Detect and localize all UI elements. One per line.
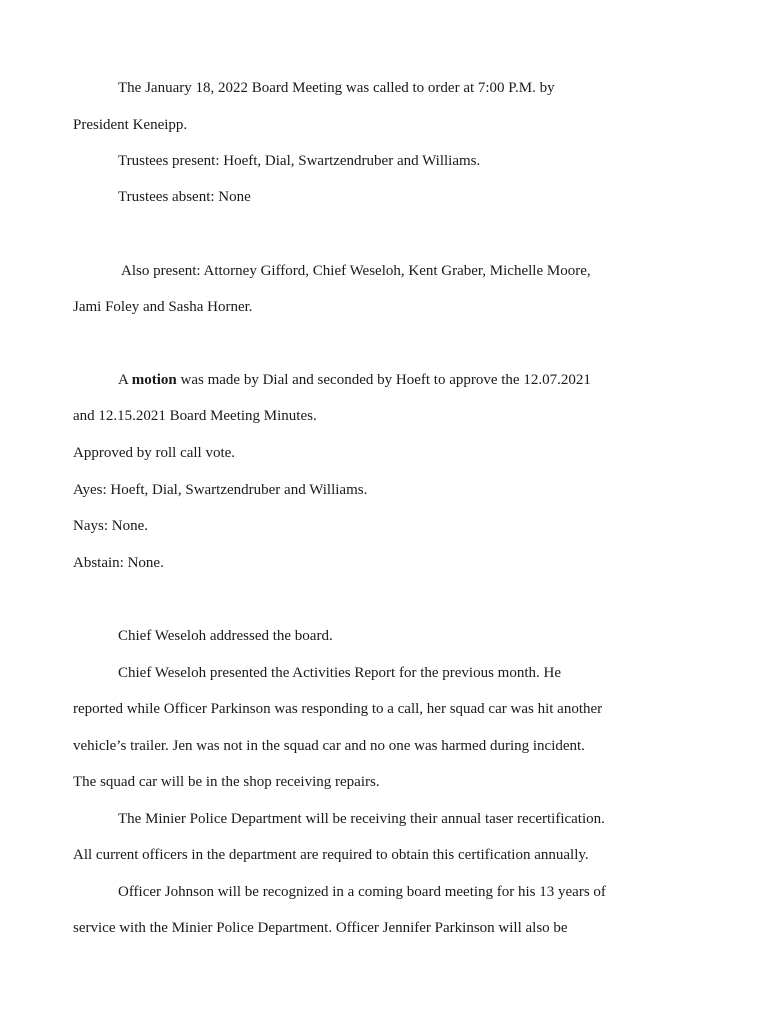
call-to-order-line-1: The January 18, 2022 Board Meeting was called to order at 7:00 P.M. by (118, 80, 555, 96)
call-to-order-line-2: President Keneipp. (73, 117, 188, 133)
recognition-line-1: Officer Johnson will be recognized in a coming board meeting for his 13 years of (118, 884, 606, 900)
motion-line-2: and 12.15.2021 Board Meeting Minutes. (73, 408, 317, 424)
ayes: Ayes: Hoeft, Dial, Swartzendruber and Williams. (73, 482, 368, 498)
also-present-line-1: Also present: Attorney Gifford, Chief Weseloh, Kent Graber, Michelle Moore, (121, 263, 591, 279)
recognition-line-2: service with the Minier Police Department. Officer Jennifer Parkinson will also be (73, 920, 568, 936)
motion-line-1 (118, 371, 591, 389)
activities-line-1: Chief Weseloh presented the Activities Report for the previous month. He (118, 665, 561, 681)
chief-addressed: Chief Weseloh addressed the board. (118, 628, 333, 644)
activities-line-4: The squad car will be in the shop receiving repairs. (73, 774, 380, 790)
motion-bold-word: motion (131, 372, 177, 388)
taser-line-2: All current officers in the department are required to obtain this certification annually. (73, 847, 589, 863)
nays: Nays: None. (73, 518, 148, 534)
motion-suffix: was made by Dial and seconded by Hoeft to approve the 12.07.2021 (176, 372, 591, 388)
abstain: Abstain: None. (73, 555, 164, 571)
trustees-absent: Trustees absent: None (118, 189, 251, 205)
motion-prefix: A (118, 372, 132, 388)
activities-line-3: vehicle’s trailer. Jen was not in the squad car and no one was harmed during incident. (73, 738, 585, 754)
activities-line-2: reported while Officer Parkinson was responding to a call, her squad car was hit another (73, 701, 603, 717)
also-present-line-2: Jami Foley and Sasha Horner. (73, 299, 253, 315)
trustees-present: Trustees present: Hoeft, Dial, Swartzendruber and Williams. (118, 153, 481, 169)
approved-vote: Approved by roll call vote. (73, 445, 236, 461)
taser-line-1: The Minier Police Department will be receiving their annual taser recertification. (118, 811, 605, 827)
